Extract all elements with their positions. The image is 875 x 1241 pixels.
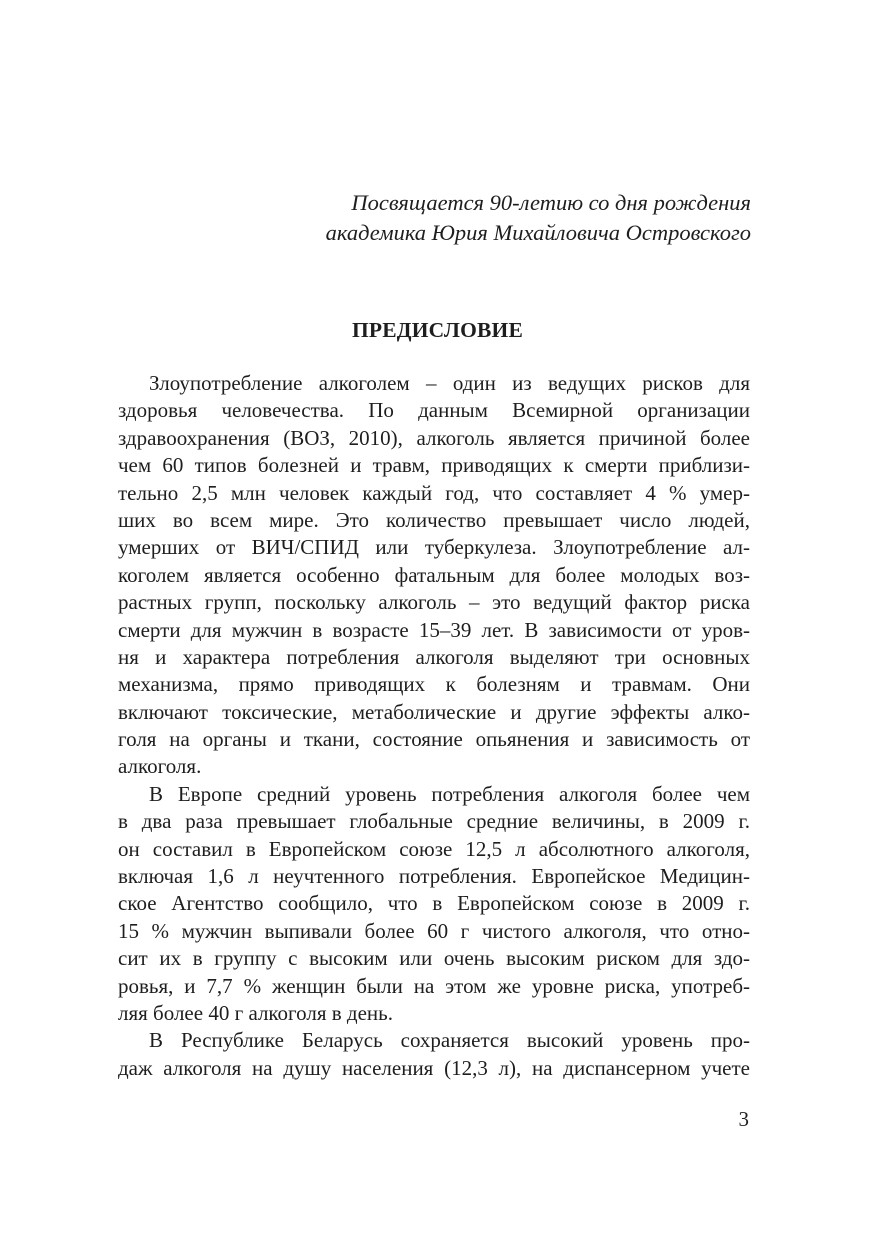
body-text — [118, 370, 750, 1082]
text-line: ровья, и 7,7 % женщин были на этом же уровне риска, употреб- — [118, 973, 750, 998]
text-line: В Европе средний уровень потребления алкоголя более чем — [149, 781, 750, 806]
text-line: смерти для мужчин в возрасте 15–39 лет. В зависимости от уров- — [118, 617, 750, 642]
text-line: чем 60 типов болезней и травм, приводящих к смерти приблизи- — [118, 453, 750, 478]
dedication-line: академика Юрия Михайловича Островского — [325, 219, 751, 245]
text-line: коголем является особенно фатальным для более молодых воз- — [118, 562, 750, 587]
text-line: растных групп, поскольку алкоголь – это ведущий фактор риска — [118, 590, 750, 615]
text-line: алкоголя. — [118, 754, 202, 779]
text-line: ших во всем мире. Это количество превышает число людей, — [118, 507, 750, 532]
text-line: механизма, прямо приводящих к болезням и травмам. Они — [118, 672, 750, 697]
text-line: включают токсические, метаболические и другие эффекты алко- — [118, 699, 750, 724]
dedication-line: Посвящается 90-летию со дня рождения — [351, 190, 751, 215]
text-line: он составил в Европейском союзе 12,5 л абсолютного алкоголя, — [118, 836, 750, 861]
text-line: здоровья человечества. По данным Всемирной организации — [118, 398, 750, 423]
text-line: даж алкоголя на душу населения (12,3 л), на диспансерном учете — [118, 1055, 750, 1080]
page-number: 3 — [738, 1107, 749, 1131]
text-line: В Республике Беларусь сохраняется высокий уровень про- — [149, 1028, 750, 1053]
text-line: 15 % мужчин выпивали более 60 г чистого алкоголя, что отно- — [118, 918, 750, 943]
page-title: ПРЕДИСЛОВИЕ — [351, 318, 524, 342]
text-line: умерших от ВИЧ/СПИД или туберкулеза. Злоупотребление ал- — [118, 535, 750, 560]
text-line: ское Агентство сообщило, что в Европейском союзе в 2009 г. — [118, 891, 750, 916]
text-line: тельно 2,5 млн человек каждый год, что составляет 4 % умер- — [118, 480, 750, 505]
text-line: сит их в группу с высоким или очень высоким риском для здо- — [118, 946, 750, 971]
text-line: Злоупотребление алкоголем – один из ведущих рисков для — [149, 371, 750, 395]
dedication — [326, 188, 751, 247]
text-line: ня и характера потребления алкоголя выделяют три основных — [118, 644, 750, 669]
text-line: включая 1,6 л неучтенного потребления. Европейское Медицин- — [118, 864, 750, 889]
text-line: в два раза превышает глобальные средние величины, в 2009 г. — [118, 809, 750, 834]
text-line: ляя более 40 г алкоголя в день. — [118, 1000, 393, 1025]
text-line: здравоохранения (ВОЗ, 2010), алкоголь является причиной более — [118, 425, 750, 450]
text-line: голя на органы и ткани, состояние опьянения и зависимость от — [118, 727, 750, 752]
